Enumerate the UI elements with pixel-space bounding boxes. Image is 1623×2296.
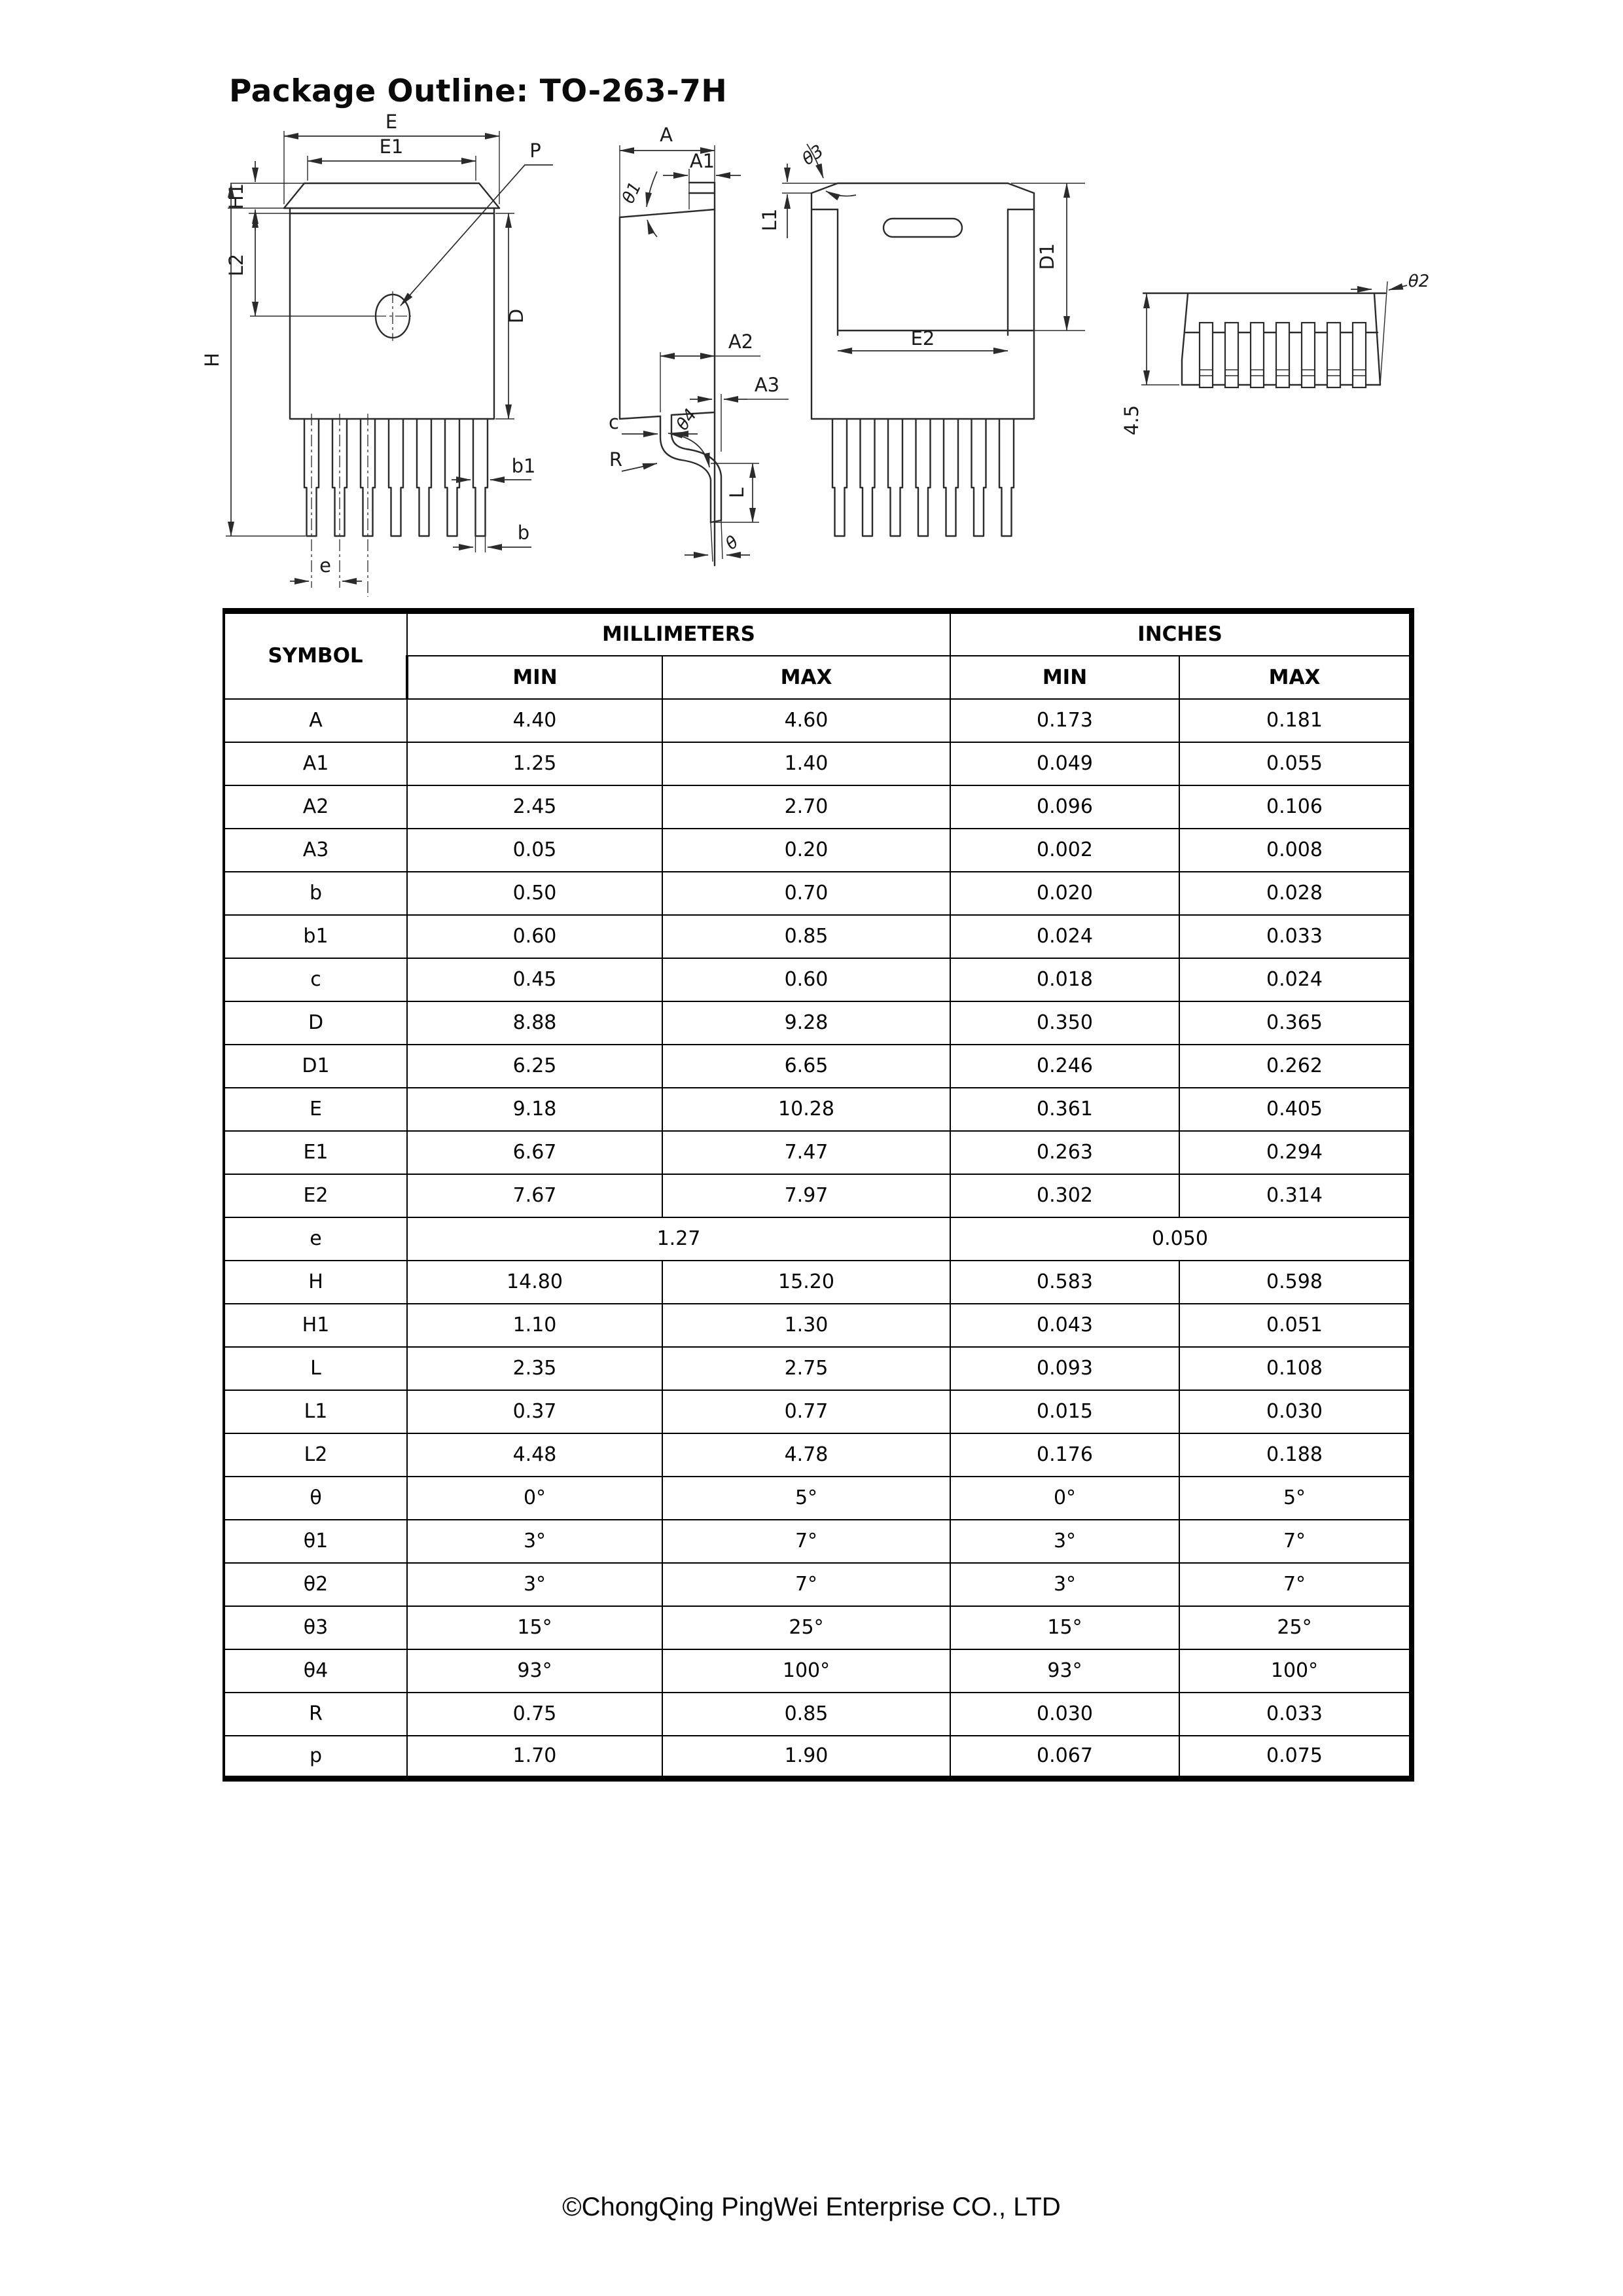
- dim-label-b: b: [517, 522, 530, 544]
- table-cell: 0.181: [1179, 699, 1412, 742]
- dim-label-H: H: [201, 353, 223, 367]
- table-cell: 7.67: [407, 1174, 662, 1217]
- front-leads: [304, 414, 488, 597]
- table-cell: 6.65: [662, 1045, 950, 1088]
- table-cell: 6.67: [407, 1131, 662, 1174]
- dim-label-theta1: θ1: [618, 179, 646, 207]
- table-row: [224, 785, 1412, 829]
- table-cell: 0.70: [662, 872, 950, 915]
- table-cell: 0°: [407, 1477, 662, 1520]
- header-symbol: SYMBOL: [224, 611, 407, 699]
- table-cell: 0.067: [950, 1736, 1179, 1779]
- table-cell: 15.20: [662, 1261, 950, 1304]
- table-cell: 0°: [950, 1477, 1179, 1520]
- table-row: [224, 1563, 1412, 1606]
- dim-label-A: A: [660, 124, 673, 146]
- table-cell: 0.015: [950, 1390, 1179, 1433]
- table-cell: c: [224, 958, 407, 1001]
- table-row: [224, 1520, 1412, 1563]
- table-row: [224, 1174, 1412, 1217]
- table-cell: 4.48: [407, 1433, 662, 1477]
- table-cell: 1.27: [407, 1217, 950, 1261]
- table-cell: 7°: [1179, 1520, 1412, 1563]
- table-cell: 1.70: [407, 1736, 662, 1779]
- table-cell: 4.78: [662, 1433, 950, 1477]
- front-view: [201, 111, 553, 597]
- dim-label-E2: E2: [910, 327, 935, 350]
- table-cell: 0.405: [1179, 1088, 1412, 1131]
- dim-label-A1: A1: [689, 150, 715, 172]
- dim-label-b1: b1: [511, 455, 536, 477]
- table-cell: 6.25: [407, 1045, 662, 1088]
- side-view: [609, 124, 789, 565]
- table-cell: 7°: [662, 1520, 950, 1563]
- table-cell: R: [224, 1693, 407, 1736]
- table-cell: 0.350: [950, 1001, 1179, 1045]
- table-row: [224, 1131, 1412, 1174]
- table-cell: 0.85: [662, 1693, 950, 1736]
- table-cell: H1: [224, 1304, 407, 1347]
- header-millimeters: MILLIMETERS: [407, 611, 950, 656]
- table-cell: 0.024: [950, 915, 1179, 958]
- table-cell: 9.18: [407, 1088, 662, 1131]
- table-cell: 1.30: [662, 1304, 950, 1347]
- table-cell: θ4: [224, 1649, 407, 1693]
- table-cell: 0.173: [950, 699, 1179, 742]
- back-view: [758, 141, 1085, 536]
- table-row: [224, 1390, 1412, 1433]
- table-cell: 15°: [407, 1606, 662, 1649]
- table-cell: A2: [224, 785, 407, 829]
- dim-label-e: e: [319, 554, 331, 577]
- table-cell: 0.033: [1179, 1693, 1412, 1736]
- table-cell: 0.75: [407, 1693, 662, 1736]
- dim-label-c: c: [609, 411, 619, 433]
- table-cell: 3°: [950, 1520, 1179, 1563]
- table-cell: 93°: [407, 1649, 662, 1693]
- table-row: [224, 1217, 1412, 1261]
- table-cell: 4.60: [662, 699, 950, 742]
- table-cell: 10.28: [662, 1088, 950, 1131]
- table-cell: H: [224, 1261, 407, 1304]
- table-cell: 15°: [950, 1606, 1179, 1649]
- table-row: [224, 1433, 1412, 1477]
- table-row: [224, 1649, 1412, 1693]
- dim-label-A3: A3: [754, 374, 780, 396]
- back-leads: [832, 419, 1014, 536]
- table-cell: 2.35: [407, 1347, 662, 1390]
- table-cell: 0.108: [1179, 1347, 1412, 1390]
- table-cell: 0.314: [1179, 1174, 1412, 1217]
- table-cell: 0.188: [1179, 1433, 1412, 1477]
- table-cell: 14.80: [407, 1261, 662, 1304]
- table-cell: 7°: [1179, 1563, 1412, 1606]
- table-row: [224, 742, 1412, 785]
- table-row: [224, 1045, 1412, 1088]
- table-cell: 0.024: [1179, 958, 1412, 1001]
- table-cell: 3°: [407, 1563, 662, 1606]
- table-cell: 0.262: [1179, 1045, 1412, 1088]
- table-cell: 2.45: [407, 785, 662, 829]
- table-cell: 0.60: [662, 958, 950, 1001]
- page-title: Package Outline: TO-263-7H: [229, 73, 728, 109]
- table-cell: 0.598: [1179, 1261, 1412, 1304]
- dim-label-H1: H1: [225, 183, 247, 210]
- table-cell: 0.030: [950, 1693, 1179, 1736]
- dim-label-E: E: [385, 111, 398, 133]
- table-cell: 7°: [662, 1563, 950, 1606]
- table-cell: 0.60: [407, 915, 662, 958]
- table-cell: 0.85: [662, 915, 950, 958]
- table-cell: 2.75: [662, 1347, 950, 1390]
- table-cell: 0.002: [950, 829, 1179, 872]
- table-row: [224, 872, 1412, 915]
- dim-label-R: R: [609, 448, 623, 471]
- table-cell: 1.40: [662, 742, 950, 785]
- table-cell: θ1: [224, 1520, 407, 1563]
- table-row: [224, 699, 1412, 742]
- table-cell: 0.049: [950, 742, 1179, 785]
- table-cell: 0.043: [950, 1304, 1179, 1347]
- table-cell: e: [224, 1217, 407, 1261]
- table-cell: 0.361: [950, 1088, 1179, 1131]
- table-cell: 0.263: [950, 1131, 1179, 1174]
- header-mm-max: MAX: [662, 656, 950, 699]
- table-cell: 8.88: [407, 1001, 662, 1045]
- table-body: [224, 699, 1412, 1779]
- dim-label-4-5: 4.5: [1120, 404, 1143, 436]
- table-cell: 0.020: [950, 872, 1179, 915]
- dim-label-D1: D1: [1036, 243, 1058, 270]
- table-row: [224, 1304, 1412, 1347]
- package-outline-drawings: [0, 0, 1623, 622]
- end-view: [1120, 272, 1429, 435]
- table-header: [224, 611, 1412, 699]
- table-cell: 4.40: [407, 699, 662, 742]
- dim-label-L2: L2: [225, 253, 247, 277]
- table-cell: 9.28: [662, 1001, 950, 1045]
- dimensions-table: [223, 608, 1414, 1782]
- table-cell: 0.50: [407, 872, 662, 915]
- table-row: [224, 958, 1412, 1001]
- table-row: [224, 1477, 1412, 1520]
- table-cell: L: [224, 1347, 407, 1390]
- table-cell: 0.093: [950, 1347, 1179, 1390]
- table-cell: θ: [224, 1477, 407, 1520]
- dim-label-E1: E1: [379, 135, 404, 158]
- table-row: [224, 1347, 1412, 1390]
- table-cell: b1: [224, 915, 407, 958]
- dim-label-A2: A2: [728, 331, 754, 353]
- table-row: [224, 1693, 1412, 1736]
- table-row: [224, 1606, 1412, 1649]
- table-cell: θ2: [224, 1563, 407, 1606]
- table-cell: 5°: [662, 1477, 950, 1520]
- table-cell: 0.033: [1179, 915, 1412, 958]
- table-cell: b: [224, 872, 407, 915]
- table-cell: 0.294: [1179, 1131, 1412, 1174]
- table-cell: 2.70: [662, 785, 950, 829]
- table-cell: 0.018: [950, 958, 1179, 1001]
- table-cell: E1: [224, 1131, 407, 1174]
- table-cell: E2: [224, 1174, 407, 1217]
- table-cell: 100°: [1179, 1649, 1412, 1693]
- table-cell: 0.030: [1179, 1390, 1412, 1433]
- table-row: [224, 915, 1412, 958]
- table-cell: 7.47: [662, 1131, 950, 1174]
- table-cell: 5°: [1179, 1477, 1412, 1520]
- table-cell: 3°: [407, 1520, 662, 1563]
- table-cell: 0.05: [407, 829, 662, 872]
- dim-label-theta3: θ3: [798, 141, 828, 170]
- header-mm-min: MIN: [407, 656, 662, 699]
- table-cell: 93°: [950, 1649, 1179, 1693]
- table-cell: 0.096: [950, 785, 1179, 829]
- table-cell: D: [224, 1001, 407, 1045]
- dim-label-L1: L1: [758, 208, 781, 232]
- table-cell: 0.583: [950, 1261, 1179, 1304]
- table-cell: 100°: [662, 1649, 950, 1693]
- table-cell: 25°: [662, 1606, 950, 1649]
- table-row: [224, 1736, 1412, 1779]
- table-cell: 0.075: [1179, 1736, 1412, 1779]
- table-cell: 0.051: [1179, 1304, 1412, 1347]
- table-cell: 1.25: [407, 742, 662, 785]
- table-cell: 0.45: [407, 958, 662, 1001]
- header-in-min: MIN: [950, 656, 1179, 699]
- table-cell: 1.90: [662, 1736, 950, 1779]
- table-cell: 0.302: [950, 1174, 1179, 1217]
- footer-text: ©ChongQing PingWei Enterprise CO., LTD: [562, 2193, 1061, 2221]
- dim-label-L: L: [726, 487, 748, 499]
- table-row: [224, 1088, 1412, 1131]
- header-in-max: MAX: [1179, 656, 1412, 699]
- table-row: [224, 1261, 1412, 1304]
- dim-label-theta: θ: [722, 532, 743, 554]
- table-cell: A1: [224, 742, 407, 785]
- table-cell: L1: [224, 1390, 407, 1433]
- table-cell: 0.77: [662, 1390, 950, 1433]
- table-cell: 3°: [950, 1563, 1179, 1606]
- table-cell: 0.20: [662, 829, 950, 872]
- table-cell: 0.050: [950, 1217, 1412, 1261]
- table-cell: 0.365: [1179, 1001, 1412, 1045]
- table-cell: 0.028: [1179, 872, 1412, 915]
- table-cell: 0.055: [1179, 742, 1412, 785]
- table-cell: 0.246: [950, 1045, 1179, 1088]
- table-cell: D1: [224, 1045, 407, 1088]
- table-cell: 1.10: [407, 1304, 662, 1347]
- header-inches: INCHES: [950, 611, 1412, 656]
- table-cell: L2: [224, 1433, 407, 1477]
- table-cell: 0.37: [407, 1390, 662, 1433]
- table-cell: 7.97: [662, 1174, 950, 1217]
- end-leads: [1200, 323, 1366, 387]
- table-row: [224, 829, 1412, 872]
- table-row: [224, 1001, 1412, 1045]
- table-cell: p: [224, 1736, 407, 1779]
- dim-label-theta4: θ4: [672, 405, 702, 435]
- dim-label-theta2: θ2: [1408, 272, 1430, 291]
- table-cell: A3: [224, 829, 407, 872]
- table-cell: θ3: [224, 1606, 407, 1649]
- table-cell: A: [224, 699, 407, 742]
- table-cell: 0.176: [950, 1433, 1179, 1477]
- table-cell: E: [224, 1088, 407, 1131]
- table-cell: 0.008: [1179, 829, 1412, 872]
- table-cell: 25°: [1179, 1606, 1412, 1649]
- dim-label-D: D: [505, 308, 527, 324]
- table-cell: 0.106: [1179, 785, 1412, 829]
- dim-label-P: P: [529, 139, 541, 162]
